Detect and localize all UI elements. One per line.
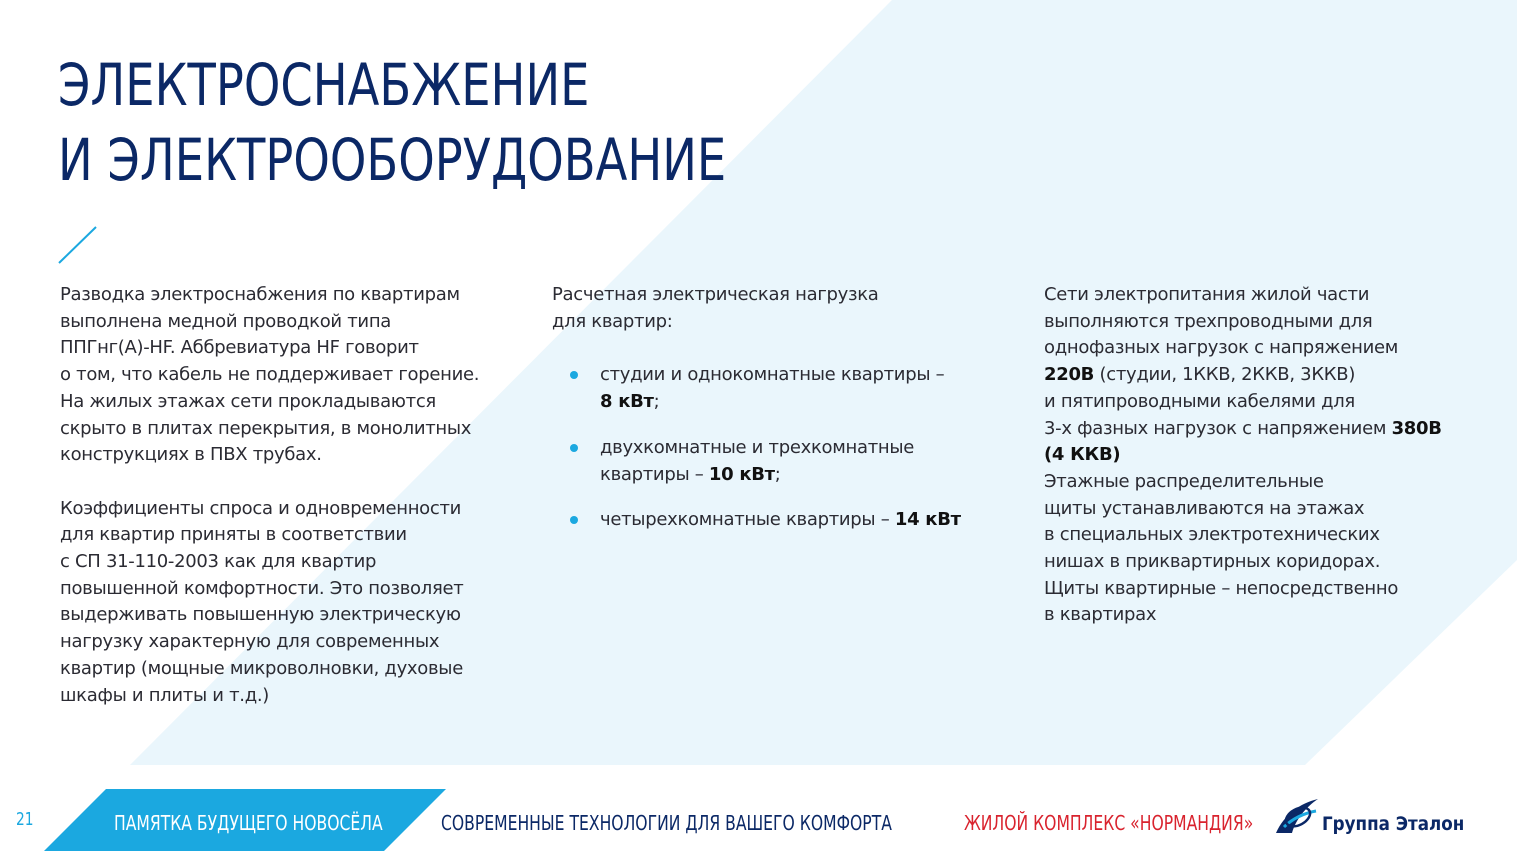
- footer-tagline: СОВРЕМЕННЫЕ ТЕХНОЛОГИИ ДЛЯ ВАШЕГО КОМФОРТА: [441, 811, 892, 835]
- list-item: четырехкомнатные квартиры – 14 кВт: [552, 507, 1022, 534]
- company-logo-text: Группа Эталон: [1322, 813, 1465, 835]
- page-number: 21: [16, 809, 34, 830]
- title-line-1: ЭЛЕКТРОСНАБЖЕНИЕ: [58, 51, 590, 119]
- load-column: [552, 282, 1022, 534]
- load-value: 10 кВт: [708, 463, 775, 485]
- bullet-dot-icon: [570, 371, 578, 379]
- bullet-dot-icon: [570, 516, 578, 524]
- load-value: 14 кВт: [894, 509, 961, 531]
- footer-tab-label: ПАМЯТКА БУДУЩЕГО НОВОСЁЛА: [114, 811, 383, 835]
- etalon-logo-icon: [1272, 793, 1322, 837]
- voltage-220: 220В: [1044, 364, 1095, 386]
- load-intro: Расчетная электрическая нагрузка для квартир:: [552, 284, 879, 332]
- footer: [0, 785, 1517, 851]
- load-value: 8 кВт: [600, 391, 654, 413]
- voltage-380: 380В (4 ККВ): [1044, 417, 1442, 466]
- list-item: двухкомнатные и трехкомнатные квартиры – 10 кВт;: [552, 435, 1022, 488]
- bullet-dot-icon: [570, 444, 578, 452]
- accent-slash-decoration: [56, 224, 100, 266]
- wiring-column: [60, 282, 500, 709]
- list-item: студии и однокомнатные квартиры – 8 кВт;: [552, 362, 1022, 415]
- networks-paragraph: Сети электропитания жилой части выполняются трехпроводными для однофазных нагрузок с напряжением 220В (студии, 1ККВ, 2ККВ, 3ККВ) и пятипроводными кабелями для 3-х фазных нагрузок с напряжением 380В (4 ККВ) Этажные распределительные щиты устанавливаются на этажах в специальных электротехнических нишах в приквартирных коридорах. Щиты квартирные – непосредственно в квартирах: [1044, 284, 1442, 626]
- load-list: [552, 362, 1022, 534]
- title-line-2: И ЭЛЕКТРООБОРУДОВАНИЕ: [58, 126, 727, 194]
- wiring-paragraph: Разводка электроснабжения по квартирам выполнена медной проводкой типа ППГнг(А)-HF. Аббревиатура HF говорит о том, что кабель не поддерживает горение. На жилых этажах сети прокладываются скрыто в плитах перекрытия, в монолитных конструкциях в ПВХ трубах.: [60, 284, 480, 466]
- coefficients-paragraph: Коэффициенты спроса и одновременности для квартир приняты в соответствии с СП 31-110-2003 как для квартир повышенной комфортности. Это позволяет выдерживать повышенную электрическую нагрузку характерную для современных квартир (мощные микроволновки, духовые шкафы и плиты и т.д.): [60, 497, 464, 706]
- page-title: [58, 48, 726, 198]
- residential-complex-name: ЖИЛОЙ КОМПЛЕКС «НОРМАНДИЯ»: [964, 811, 1254, 835]
- networks-column: [1044, 282, 1474, 629]
